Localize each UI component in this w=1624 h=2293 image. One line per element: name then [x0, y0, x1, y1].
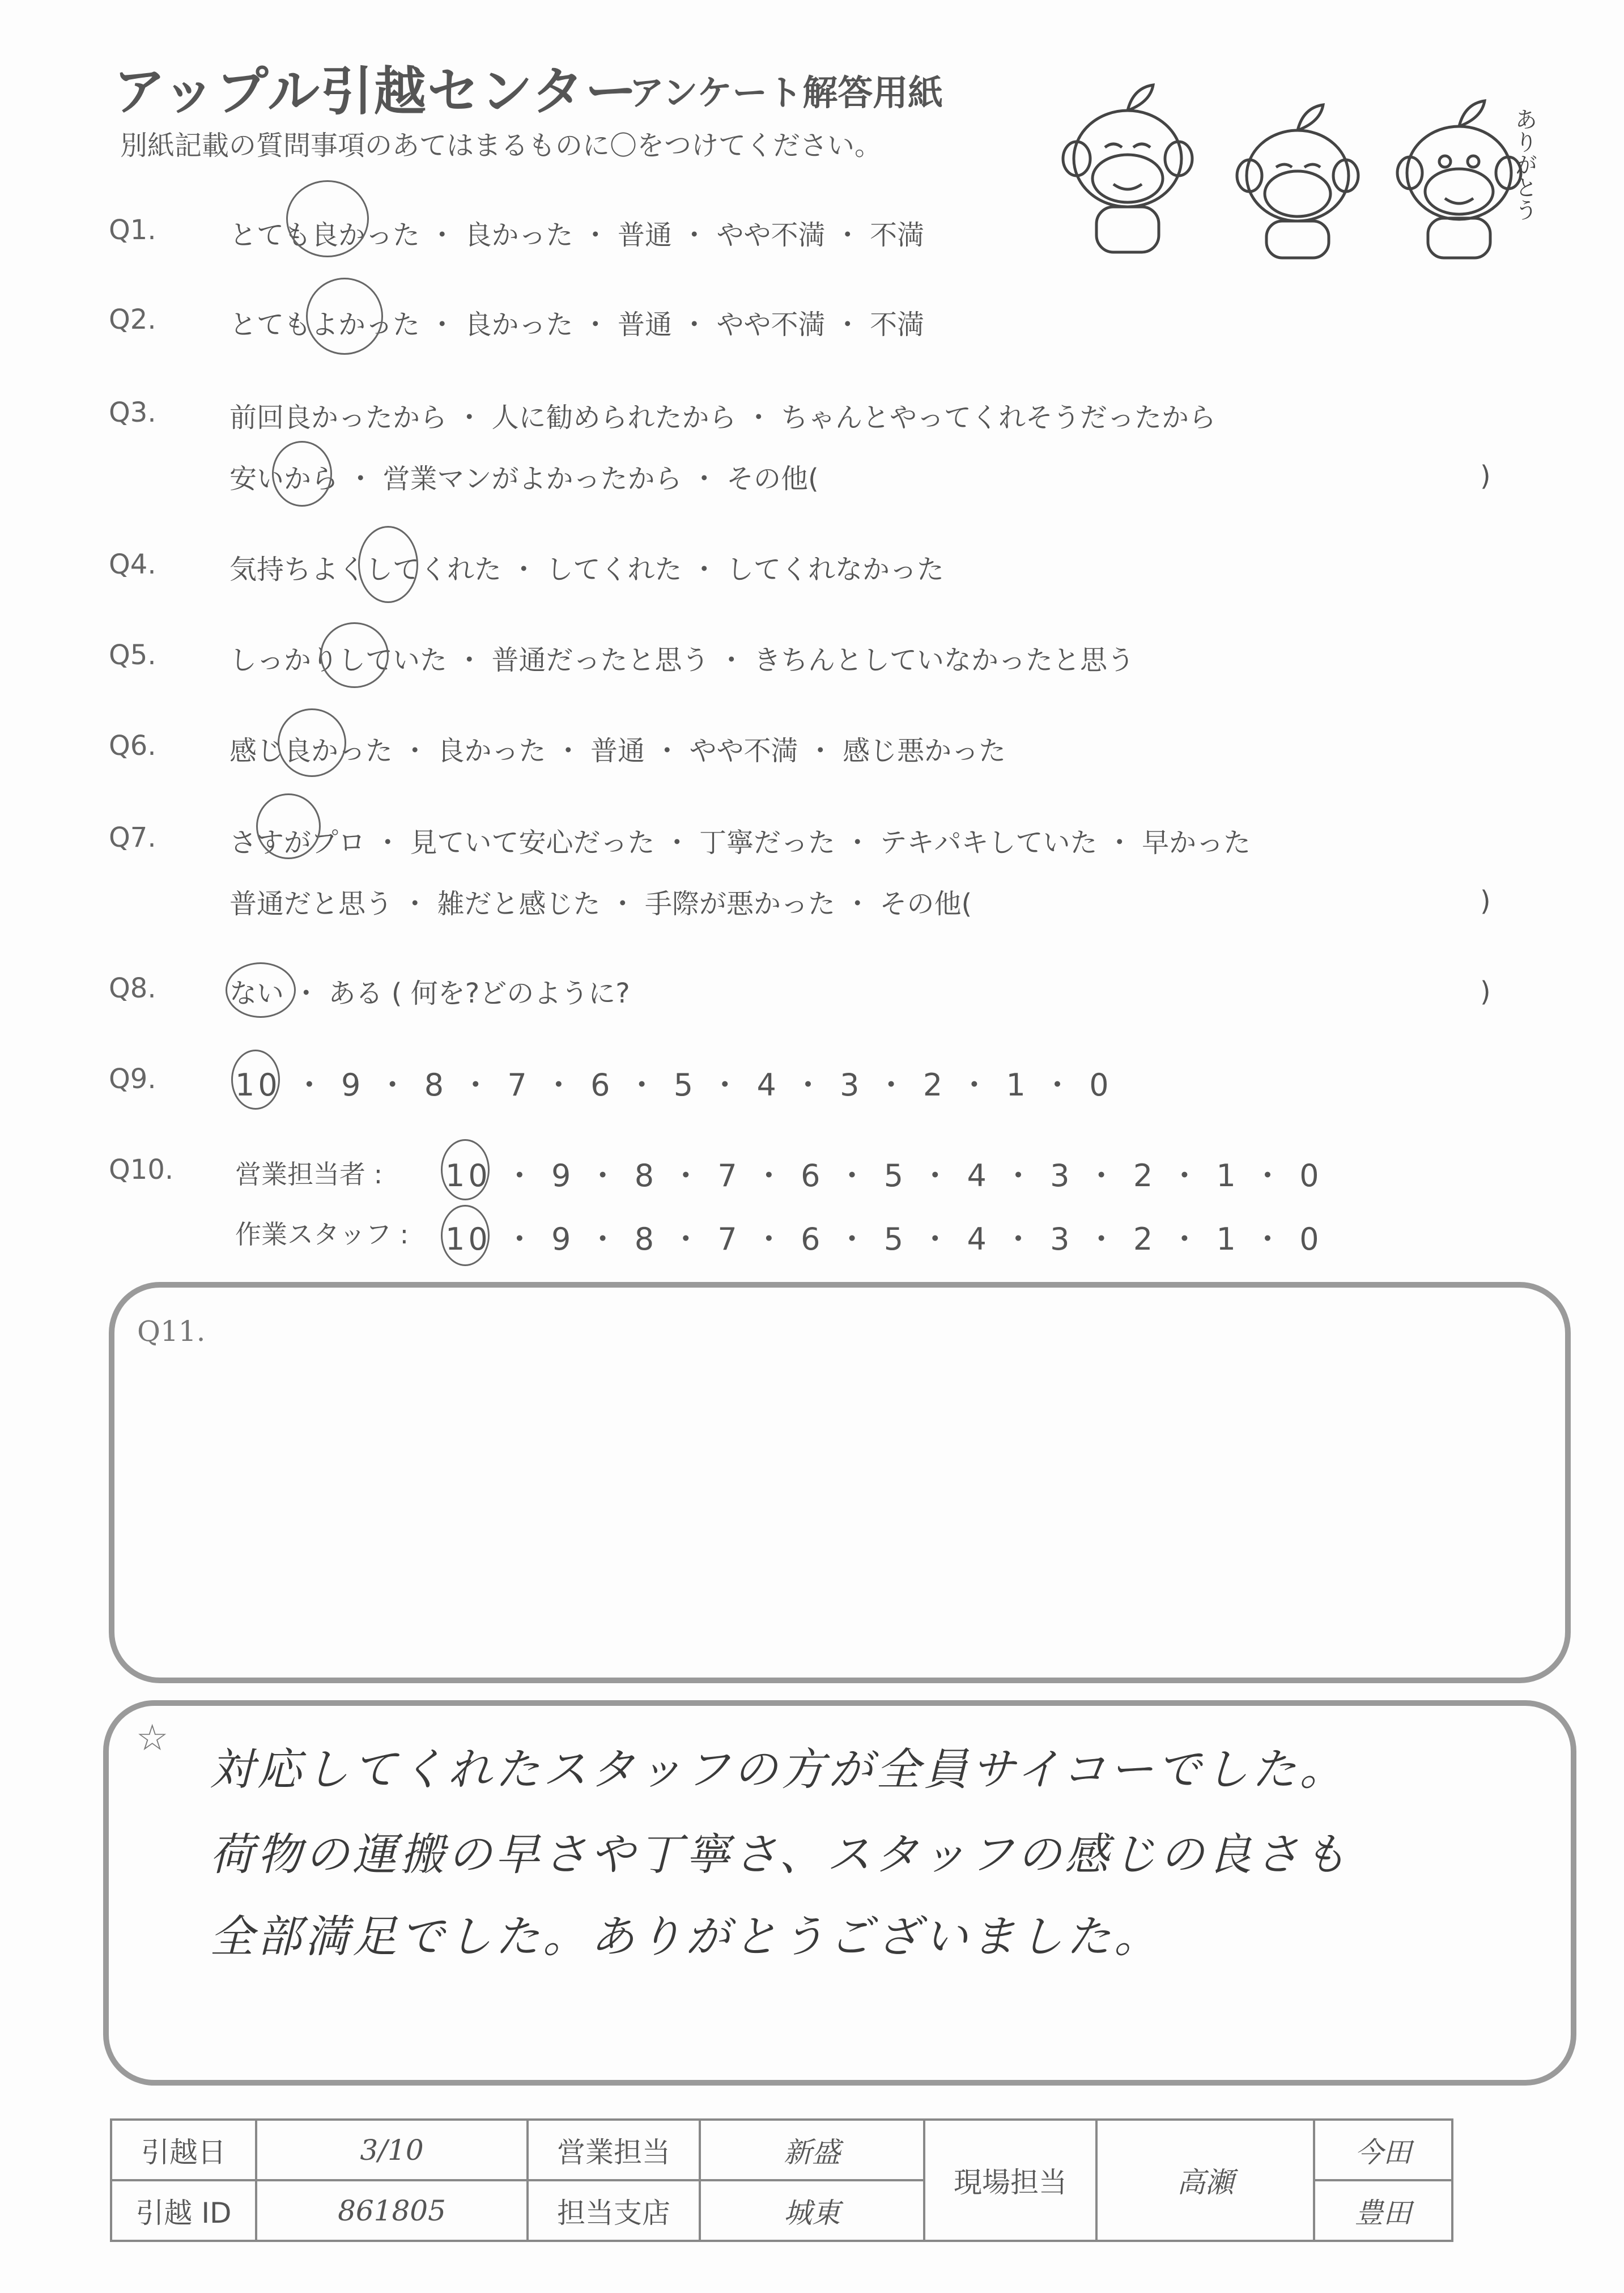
q9-scale: 10 ・ 9 ・ 8 ・ 7 ・ 6 ・ 5 ・ 4 ・ 3 ・ 2 ・ 1 ・ 0	[235, 1067, 1112, 1103]
site-person-3-value: 豊田	[1314, 2180, 1452, 2241]
q10-staff-selection-circle	[441, 1205, 490, 1266]
star-icon: ☆	[136, 1717, 169, 1759]
q11-label: Q11.	[137, 1315, 206, 1348]
q3-options-line2: 安いから ・ 営業マンがよかったから ・ その他(	[229, 463, 819, 495]
footer-info-table	[110, 2118, 1453, 2242]
q10-sales-scale: 10 ・ 9 ・ 8 ・ 7 ・ 6 ・ 5 ・ 4 ・ 3 ・ 2 ・ 1 ・ 0	[445, 1158, 1323, 1194]
q8-label: Q8.	[109, 973, 156, 1004]
q2-options: とてもよかった ・ 良かった ・ 普通 ・ やや不満 ・ 不満	[229, 309, 925, 341]
q2-label: Q2.	[109, 304, 156, 336]
q5-label: Q5.	[109, 639, 156, 671]
q10-sales-label: 営業担当者 :	[235, 1159, 383, 1190]
sales-label: 営業担当	[528, 2120, 700, 2180]
q5-selection-circle	[320, 622, 389, 688]
q6-label: Q6.	[109, 730, 156, 762]
comment-line-3: 全部満足でした。ありがとうございました。	[210, 1912, 1162, 1963]
site-person-2-value: 今田	[1314, 2120, 1452, 2180]
site-person-value: 高瀬	[1096, 2120, 1314, 2241]
q4-selection-circle	[358, 526, 418, 603]
moving-date-label: 引越日	[111, 2120, 256, 2180]
q8-paren-close: )	[1480, 976, 1491, 1008]
site-label: 現場担当	[924, 2120, 1096, 2241]
q1-options: とても良かった ・ 良かった ・ 普通 ・ やや不満 ・ 不満	[229, 219, 925, 251]
q11-answer-box	[109, 1282, 1571, 1683]
q8-options: ない ・ ある ( 何を?どのように?	[229, 978, 630, 1009]
q7-selection-circle	[256, 793, 321, 859]
q6-selection-circle	[278, 708, 346, 777]
comment-line-2: 荷物の運搬の早さや丁寧さ、スタッフの感じの良さも	[210, 1829, 1350, 1880]
moving-date-value: 3/10	[256, 2120, 528, 2180]
q7-paren-close: )	[1480, 885, 1491, 917]
q2-selection-circle	[306, 278, 383, 355]
q4-options: 気持ちよくしてくれた ・ してくれた ・ してくれなかった	[229, 554, 945, 585]
q5-options: しっかりしていた ・ 普通だったと思う ・ きちんとしていなかったと思う	[229, 644, 1135, 676]
comment-line-1: 対応してくれたスタッフの方が全員サイコーでした。	[210, 1744, 1347, 1795]
form-subtitle: アンケート解答用紙	[629, 72, 943, 113]
sales-person-value: 新盛	[700, 2120, 924, 2180]
branch-value: 城東	[700, 2180, 924, 2241]
q10-staff-label: 作業スタッフ :	[235, 1219, 409, 1250]
q10-sales-selection-circle	[441, 1139, 490, 1200]
branch-label: 担当支店	[528, 2180, 700, 2241]
q3-options-line1: 前回良かったから ・ 人に勧められたから ・ ちゃんとやってくれそうだったから	[229, 402, 1217, 434]
q8-selection-circle	[226, 962, 296, 1018]
company-title: アップル引越センター	[113, 61, 639, 122]
q3-selection-circle	[272, 441, 332, 507]
q9-label: Q9.	[109, 1063, 156, 1095]
instruction-text: 別紙記載の質問事項のあてはまるものに〇をつけてください。	[120, 130, 882, 162]
q1-selection-circle	[286, 180, 369, 257]
q1-label: Q1.	[109, 214, 156, 246]
q7-options-line2: 普通だと思う ・ 雑だと感じた ・ 手際が悪かった ・ その他(	[229, 888, 972, 920]
q7-label: Q7.	[109, 822, 156, 853]
q4-label: Q4.	[109, 549, 156, 580]
q10-staff-scale: 10 ・ 9 ・ 8 ・ 7 ・ 6 ・ 5 ・ 4 ・ 3 ・ 2 ・ 1 ・ 0	[445, 1221, 1323, 1257]
q3-paren-close: )	[1480, 460, 1491, 492]
q10-label: Q10.	[109, 1154, 174, 1186]
q6-options: 感じ良かった ・ 良かった ・ 普通 ・ やや不満 ・ 感じ悪かった	[229, 735, 1006, 767]
mascot-thanks-text: ありがとう	[1511, 108, 1537, 221]
mascot-monkeys-illustration	[1043, 62, 1553, 266]
q3-label: Q3.	[109, 397, 156, 428]
q9-selection-circle	[231, 1050, 280, 1110]
moving-id-value: 861805	[256, 2180, 528, 2241]
q7-options-line1: さすがプロ ・ 見ていて安心だった ・ 丁寧だった ・ テキパキしていた ・ 早かった	[229, 827, 1251, 859]
moving-id-label: 引越 ID	[111, 2180, 256, 2241]
